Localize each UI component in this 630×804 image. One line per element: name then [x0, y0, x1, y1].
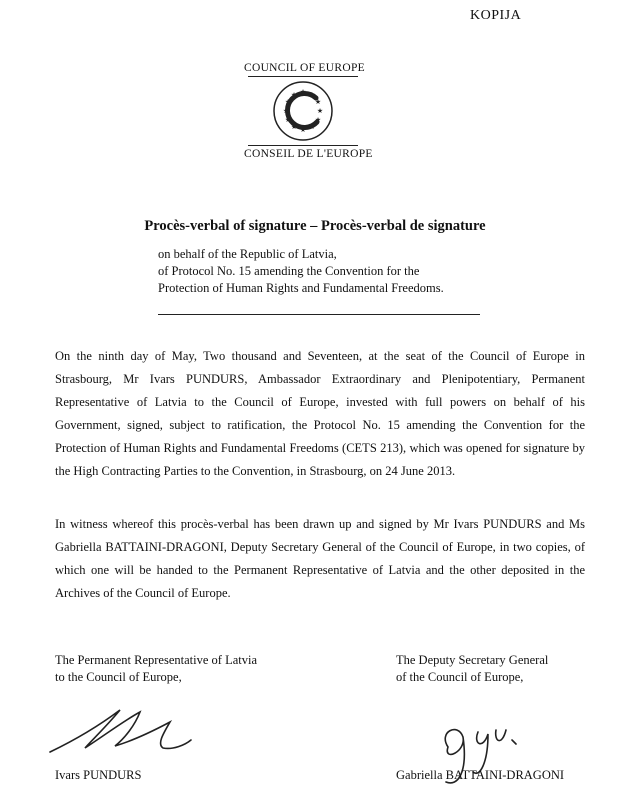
- role-line: The Deputy Secretary General: [396, 653, 549, 667]
- paragraph-signing-statement: On the ninth day of May, Two thousand and Seventeen, at the seat of the Council of Europe in Strasbourg, Mr Ivars PUNDURS, Ambassador Extraordinary and Plenipotentiary, Permanent Representative of Latvia to the Council of Europe, invested with full powers on behalf of his Government, signed, subject to ratification, the Protocol No. 15 amending the Convention for the Protection of Human Rights and Fundamental Freedoms (CETS 213), which was opened for signature by the High Contracting Parties to the Convention, in Strasbourg, on 24 June 2013.: [55, 349, 585, 478]
- on-behalf-line: on behalf of the Republic of Latvia,: [158, 247, 337, 261]
- on-behalf-line: of Protocol No. 15 amending the Convention for the: [158, 264, 420, 278]
- signature-left-icon: [45, 700, 195, 760]
- kopija-stamp: KOPIJA: [470, 8, 522, 23]
- signatory-right-role: [396, 652, 548, 686]
- svg-text:★: ★: [284, 98, 292, 106]
- svg-text:★: ★: [316, 107, 324, 115]
- svg-text:★: ★: [314, 116, 322, 124]
- logo-top-rule: [248, 76, 358, 77]
- on-behalf-block: [158, 246, 444, 297]
- council-of-europe-logo: [244, 62, 373, 160]
- logo-bottom-rule: [248, 145, 358, 146]
- paragraph-witness-statement: In witness whereof this procès-verbal has been drawn up and signed by Mr Ivars PUNDURS and Ms Gabriella BATTAINI-DRAGONI, Deputy Secretary General of the Council of Europe, in two copies, of which one will be handed to the Permanent Representative of Latvia and the other deposited in the Archives of the Council of Europe.: [55, 517, 585, 600]
- signatory-left-name: Ivars PUNDURS: [55, 768, 142, 782]
- on-behalf-line: Protection of Human Rights and Fundamental Freedoms.: [158, 281, 444, 295]
- role-line: of the Council of Europe,: [396, 670, 524, 684]
- role-line: The Permanent Representative of Latvia: [55, 653, 258, 667]
- svg-text:★: ★: [308, 91, 316, 99]
- role-line: to the Council of Europe,: [55, 670, 182, 684]
- council-of-europe-emblem-icon: [272, 80, 334, 142]
- svg-text:★: ★: [290, 91, 298, 99]
- svg-text:★: ★: [282, 107, 290, 115]
- logo-top-text: COUNCIL OF EUROPE: [244, 62, 365, 74]
- document-title: Procès-verbal of signature – Procès-verbal de signature: [144, 218, 486, 234]
- logo-bottom-text: CONSEIL DE L'EUROPE: [244, 148, 373, 160]
- signatory-left-role: [55, 652, 257, 686]
- signatory-right-name: Gabriella BATTAINI-DRAGONI: [396, 768, 565, 782]
- svg-text:★: ★: [299, 126, 307, 134]
- svg-text:★: ★: [290, 123, 298, 131]
- svg-text:★: ★: [284, 116, 292, 124]
- svg-text:★: ★: [314, 98, 322, 106]
- svg-text:★: ★: [308, 123, 316, 131]
- svg-text:★: ★: [299, 88, 307, 96]
- header-divider: [158, 314, 480, 315]
